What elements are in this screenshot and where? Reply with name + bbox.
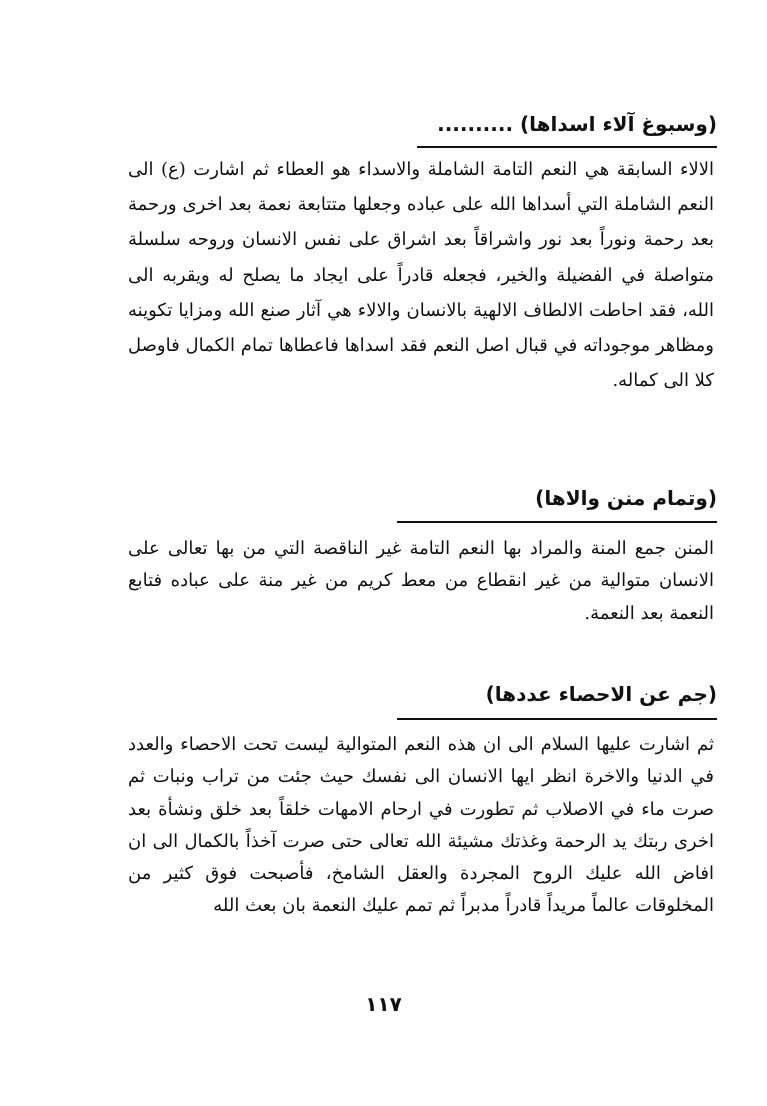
section-paragraph-2: المنن جمع المنة والمراد بها النعم التامة غير الناقصة التي من بها تعالى على الانسان متوالية من غير انقطاع من معط كريم من غير منة على عباده فتابع النعمة بعد النعمة. [128,538,714,624]
section-paragraph-1: الالاء السابقة هي النعم التامة الشاملة والاسداء هو العطاء ثم اشارت (ع) الى النعم الشاملة التي أسداها الله على عباده وجعلها متتابعة نعمة بعد اخرى ورحمة بعد رحمة ونوراً بعد نور واشراقاً بعد اشراق على نفس الانسان وروحه سلسلة متواصلة في الفضيلة والخير، فجعله قادراً على ايجاد ما يصلح له ويقربه الى الله، فقد احاطت الالطاف الالهية بالانسان والالاء هي آثار صنع الله ومزايا تكوينه ومظاهر موجوداته في قبال اصل النعم فقد اسداها فاعطاها تمام الكمال فاوصل كلا الى كماله. [128,159,714,392]
page-number: ١١٧ [365,992,402,1016]
section-paragraph-3: ثم اشارت عليها السلام الى ان هذه النعم المتوالية ليست تحت الاحصاء والعدد في الدنيا والاخرة انظر ايها الانسان الى نفسك حيث جئت من تراب ونبات ثم صرت ماء في الاصلاب ثم تطورت في ارحام الامهات خلقاً بعد خلق ونشأة بعد اخرى ربتك يد الرحمة وغذتك مشيئة الله تعالى حتى صرت آخذاً بالكمال الى ان افاض الله عليك الروح المجردة والعقل الشامخ، فأصبحت فوق كثير من المخلوقات عالماً مريداً قادراً مدبراً ثم تمم عليك النعمة بان بعث الله [128,734,714,917]
heading-underline-2 [397,521,717,523]
section-heading-1: (وسبوغ آلاء اسداها) .......... [437,112,717,136]
section-heading-2: (وتمام منن والاها) [535,486,717,510]
section-heading-3: (جم عن الاحصاء عددها) [485,682,717,706]
heading-underline-3 [397,718,717,720]
heading-underline-1 [417,146,717,148]
